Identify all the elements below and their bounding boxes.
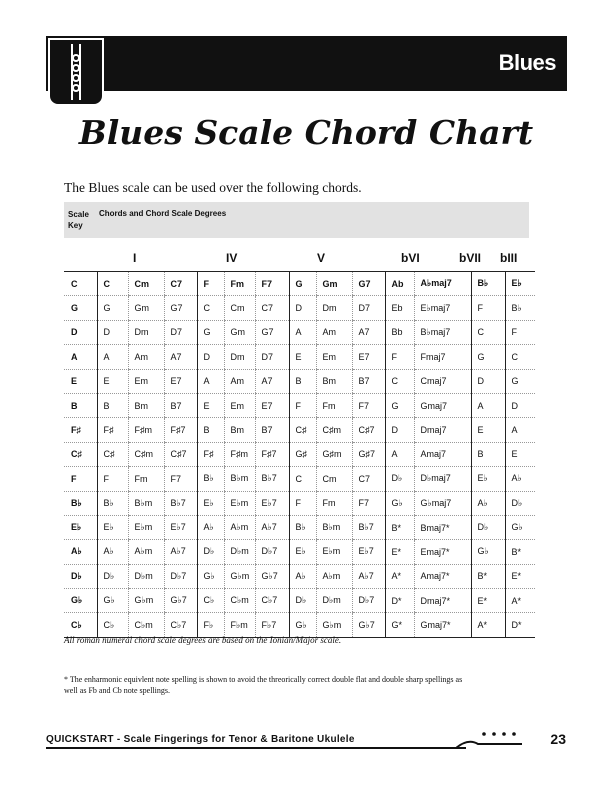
chord-cell: A*	[505, 589, 535, 613]
chord-cell: D♭	[471, 515, 505, 539]
chord-cell: B♭7	[255, 467, 289, 491]
chord-cell: D♭maj7	[414, 467, 471, 491]
chord-cell: B	[289, 369, 316, 393]
chord-cell: Dmaj7*	[414, 589, 471, 613]
chord-cell: B♭	[505, 296, 535, 320]
chord-cell: A♭m	[316, 564, 352, 588]
page-number: 23	[550, 731, 566, 747]
chord-cell: F	[505, 320, 535, 344]
chord-cell: A♭	[97, 540, 128, 564]
table-row	[64, 369, 535, 393]
chord-cell: G♭	[505, 515, 535, 539]
chord-cell: F♭	[197, 613, 224, 637]
chord-cell: D7	[352, 296, 385, 320]
chord-cell: G♯	[289, 442, 316, 466]
chord-cell: C♯m	[128, 442, 164, 466]
chord-cell: F7	[255, 272, 289, 296]
chord-cell: A7	[255, 369, 289, 393]
chord-chart-table	[64, 271, 535, 638]
chord-cell: G♭	[385, 491, 414, 515]
chord-cell: A♭	[471, 491, 505, 515]
chord-cell: A	[97, 345, 128, 369]
chord-cell: B	[197, 418, 224, 442]
footer-title: QUICKSTART - Scale Fingerings for Tenor & Baritone Ukulele	[46, 734, 355, 745]
chord-cell: F	[289, 491, 316, 515]
chord-cell: Dm	[316, 296, 352, 320]
intro-text: The Blues scale can be used over the following chords.	[64, 180, 362, 195]
chord-cell: G♯m	[316, 442, 352, 466]
chord-cell: Bm	[316, 369, 352, 393]
chord-cell: B♭maj7	[414, 320, 471, 344]
chord-cell: B♭7	[352, 515, 385, 539]
chord-cell: C7	[164, 272, 197, 296]
table-row	[64, 272, 535, 296]
chord-cell: D	[471, 369, 505, 393]
chord-cell: G♭	[471, 540, 505, 564]
chord-cell: E♭	[505, 272, 535, 296]
chord-cell: A	[471, 393, 505, 417]
chord-cell: E♭7	[352, 540, 385, 564]
chord-cell: B♭	[289, 515, 316, 539]
chord-cell: Bb	[385, 320, 414, 344]
chord-cell: G	[289, 272, 316, 296]
chord-cell: C7	[255, 296, 289, 320]
scale-key-cell: D♭	[64, 564, 97, 588]
chord-cell: Gm	[316, 272, 352, 296]
degree-label: I	[133, 251, 137, 265]
chord-cell: F♯	[197, 442, 224, 466]
table-row	[64, 613, 535, 637]
footer-divider	[46, 747, 466, 749]
table-row	[64, 418, 535, 442]
chord-cell: B7	[255, 418, 289, 442]
chord-cell: G*	[385, 613, 414, 637]
table-row	[64, 491, 535, 515]
chord-cell: E7	[164, 369, 197, 393]
chord-cell: Am	[224, 369, 255, 393]
header-bar	[46, 36, 567, 91]
scale-key-cell: C♭	[64, 613, 97, 637]
chord-cell: D7	[164, 320, 197, 344]
chord-cell: Amaj7	[414, 442, 471, 466]
chord-cell: C	[471, 320, 505, 344]
chord-cell: E	[505, 442, 535, 466]
chord-cell: G	[505, 369, 535, 393]
chord-cell: A♭	[505, 467, 535, 491]
chord-cell: E♭	[197, 491, 224, 515]
chord-cell: A♭m	[224, 515, 255, 539]
scale-key-cell: C	[64, 272, 97, 296]
chord-cell: C♯7	[164, 442, 197, 466]
page-title: Blues Scale Chord Chart	[78, 113, 534, 152]
chord-cell: B*	[505, 540, 535, 564]
table-row	[64, 467, 535, 491]
chord-cell: G7	[164, 296, 197, 320]
chord-cell: Gmaj7*	[414, 613, 471, 637]
chord-cell: A*	[385, 564, 414, 588]
chord-cell: A	[385, 442, 414, 466]
chord-cell: E♭7	[164, 515, 197, 539]
chord-cell: G♭m	[316, 613, 352, 637]
chord-cell: E*	[385, 540, 414, 564]
chord-cell: D♭7	[164, 564, 197, 588]
chord-cell: D♭	[385, 467, 414, 491]
chord-cell: E*	[505, 564, 535, 588]
chord-cell: Fmaj7	[414, 345, 471, 369]
chord-cell: A	[505, 418, 535, 442]
chord-cell: Cm	[224, 296, 255, 320]
chord-cell: A♭7	[164, 540, 197, 564]
chord-cell: Emaj7*	[414, 540, 471, 564]
degree-label: V	[317, 251, 326, 265]
chord-cell: G	[471, 345, 505, 369]
chord-cell: F♯m	[224, 442, 255, 466]
degree-label: bVII	[459, 251, 482, 265]
chord-cell: B♭m	[316, 515, 352, 539]
chord-cell: E♭7	[255, 491, 289, 515]
chord-cell: F7	[352, 491, 385, 515]
chord-cell: B♭	[197, 467, 224, 491]
chord-cell: G7	[352, 272, 385, 296]
chord-cell: D	[505, 393, 535, 417]
chord-cell: A♭	[289, 564, 316, 588]
chord-cell: G	[97, 296, 128, 320]
chord-cell: D♭	[505, 491, 535, 515]
chord-cell: C♭	[197, 589, 224, 613]
chord-cell: B7	[164, 393, 197, 417]
scale-key-header: Scale Key	[68, 210, 89, 230]
chord-cell: E♭maj7	[414, 296, 471, 320]
chord-cell: D♭	[197, 540, 224, 564]
table-row	[64, 540, 535, 564]
chord-cell: F♭m	[224, 613, 255, 637]
ukulele-neck-icon	[456, 722, 526, 757]
table-row	[64, 393, 535, 417]
chord-cell: C♭	[97, 613, 128, 637]
chord-cell: E	[289, 345, 316, 369]
chord-cell: C	[385, 369, 414, 393]
chord-cell: B*	[471, 564, 505, 588]
chord-cell: D	[385, 418, 414, 442]
chord-cell: C♭m	[128, 613, 164, 637]
scale-key-cell: D	[64, 320, 97, 344]
table-column-header	[64, 202, 529, 238]
chord-cell: D	[289, 296, 316, 320]
chord-cell: D♭m	[224, 540, 255, 564]
chord-cell: D♭m	[128, 564, 164, 588]
chord-cell: B♭7	[164, 491, 197, 515]
chord-cell: C♯m	[316, 418, 352, 442]
chord-cell: Bm	[128, 393, 164, 417]
chord-cell: E♭m	[224, 491, 255, 515]
chord-cell: G♯7	[352, 442, 385, 466]
chord-cell: C	[97, 272, 128, 296]
chord-cell: Gm	[224, 320, 255, 344]
chord-cell: Fm	[316, 491, 352, 515]
chord-cell: E*	[471, 589, 505, 613]
chord-cell: Cm	[128, 272, 164, 296]
chord-cell: D♭	[97, 564, 128, 588]
chord-cell: E♭	[471, 467, 505, 491]
chord-cell: E♭	[97, 515, 128, 539]
chord-cell: C♯	[97, 442, 128, 466]
chord-cell: B	[97, 393, 128, 417]
chord-cell: F	[97, 467, 128, 491]
chord-cell: A♭maj7	[414, 272, 471, 296]
chord-cell: Bm	[224, 418, 255, 442]
chord-cell: E7	[255, 393, 289, 417]
chord-cell: C	[505, 345, 535, 369]
chord-cell: A*	[471, 613, 505, 637]
chord-cell: C♭7	[164, 613, 197, 637]
chord-cell: F7	[352, 393, 385, 417]
chord-cell: D	[97, 320, 128, 344]
chord-cell: C♭7	[255, 589, 289, 613]
chord-cell: G	[197, 320, 224, 344]
chord-cell: E	[97, 369, 128, 393]
chord-cell: A7	[352, 320, 385, 344]
chord-cell: F	[471, 296, 505, 320]
chord-cell: C7	[352, 467, 385, 491]
chord-cell: F	[385, 345, 414, 369]
chord-cell: E♭	[289, 540, 316, 564]
chord-cell: C♯7	[352, 418, 385, 442]
table-row	[64, 442, 535, 466]
ukulele-headstock-icon	[48, 38, 104, 106]
chord-cell: B♭	[97, 491, 128, 515]
chord-cell: B7	[352, 369, 385, 393]
chord-cell: G♭	[97, 589, 128, 613]
chord-cell: Fm	[316, 393, 352, 417]
chord-cell: F7	[164, 467, 197, 491]
chord-cell: B♭m	[224, 467, 255, 491]
chord-cell: E♭m	[128, 515, 164, 539]
scale-key-cell: G♭	[64, 589, 97, 613]
chord-cell: Dm	[224, 345, 255, 369]
chords-header: Chords and Chord Scale Degrees	[99, 209, 227, 218]
chord-cell: F♯7	[164, 418, 197, 442]
chord-cell: Ab	[385, 272, 414, 296]
degree-note: All roman numeral chord scale degrees are based on the Ionian/Major scale.	[64, 635, 342, 645]
chord-cell: Amaj7*	[414, 564, 471, 588]
chord-cell: Gmaj7	[414, 393, 471, 417]
chord-cell: B*	[385, 515, 414, 539]
scale-key-cell: E♭	[64, 515, 97, 539]
chord-cell: F♯	[97, 418, 128, 442]
chord-cell: D	[197, 345, 224, 369]
chord-cell: D♭7	[255, 540, 289, 564]
chord-cell: Fm	[224, 272, 255, 296]
scale-key-cell: B	[64, 393, 97, 417]
chord-cell: E	[197, 393, 224, 417]
scale-key-cell: F♯	[64, 418, 97, 442]
chord-cell: G♭	[197, 564, 224, 588]
chord-cell: Em	[224, 393, 255, 417]
chord-cell: C♭m	[224, 589, 255, 613]
section-label: Blues	[498, 50, 556, 75]
chord-cell: C♯	[289, 418, 316, 442]
degree-label: bVI	[401, 251, 420, 265]
chord-cell: B	[471, 442, 505, 466]
chord-cell: D*	[385, 589, 414, 613]
chord-cell: Cmaj7	[414, 369, 471, 393]
chord-cell: E7	[352, 345, 385, 369]
chord-cell: D♭m	[316, 589, 352, 613]
chord-cell: D♭	[289, 589, 316, 613]
chord-cell: A	[197, 369, 224, 393]
chord-cell: D*	[505, 613, 535, 637]
chord-cell: G♭m	[224, 564, 255, 588]
chord-cell: C	[289, 467, 316, 491]
chord-cell: A♭	[197, 515, 224, 539]
chord-cell: Eb	[385, 296, 414, 320]
chord-cell: F♭7	[255, 613, 289, 637]
chord-cell: Em	[128, 369, 164, 393]
chord-cell: G♭	[289, 613, 316, 637]
chord-cell: Dm	[128, 320, 164, 344]
chord-cell: D♭7	[352, 589, 385, 613]
table-row	[64, 345, 535, 369]
chord-cell: A7	[164, 345, 197, 369]
chord-cell: F	[197, 272, 224, 296]
scale-key-cell: F	[64, 467, 97, 491]
degree-label: bIII	[500, 251, 518, 265]
footnote: * The enharmonic equivlent note spelling is shown to avoid the threorically correct double flat and double sharp spellings as well as Fb and Cb note spellings.	[64, 675, 463, 695]
chord-cell: Cm	[316, 467, 352, 491]
chord-cell: G7	[255, 320, 289, 344]
chord-cell: D7	[255, 345, 289, 369]
chord-cell: E♭m	[316, 540, 352, 564]
chord-cell: Bmaj7*	[414, 515, 471, 539]
chord-cell: B♭	[471, 272, 505, 296]
chord-cell: G♭7	[352, 613, 385, 637]
chord-cell: A♭m	[128, 540, 164, 564]
table-row	[64, 515, 535, 539]
table-row	[64, 296, 535, 320]
chord-cell: G♭7	[164, 589, 197, 613]
scale-key-cell: E	[64, 369, 97, 393]
chord-cell: Em	[316, 345, 352, 369]
chord-cell: B♭m	[128, 491, 164, 515]
chord-cell: Am	[128, 345, 164, 369]
chord-cell: F	[289, 393, 316, 417]
scale-key-cell: A	[64, 345, 97, 369]
chord-cell: F♯7	[255, 442, 289, 466]
chord-cell: A	[289, 320, 316, 344]
chord-cell: E	[471, 418, 505, 442]
chord-cell: Fm	[128, 467, 164, 491]
chord-cell: A♭7	[352, 564, 385, 588]
scale-key-cell: G	[64, 296, 97, 320]
chord-cell: Gm	[128, 296, 164, 320]
chord-cell: Am	[316, 320, 352, 344]
chord-cell: A♭7	[255, 515, 289, 539]
chord-cell: Dmaj7	[414, 418, 471, 442]
chord-cell: G♭maj7	[414, 491, 471, 515]
table-row	[64, 320, 535, 344]
degree-label: IV	[226, 251, 238, 265]
table-row	[64, 589, 535, 613]
table-row	[64, 564, 535, 588]
chord-cell: G	[385, 393, 414, 417]
scale-key-cell: B♭	[64, 491, 97, 515]
scale-key-cell: C♯	[64, 442, 97, 466]
chord-cell: G♭m	[128, 589, 164, 613]
chord-cell: C	[197, 296, 224, 320]
scale-key-cell: A♭	[64, 540, 97, 564]
chord-cell: G♭7	[255, 564, 289, 588]
chord-cell: F♯m	[128, 418, 164, 442]
